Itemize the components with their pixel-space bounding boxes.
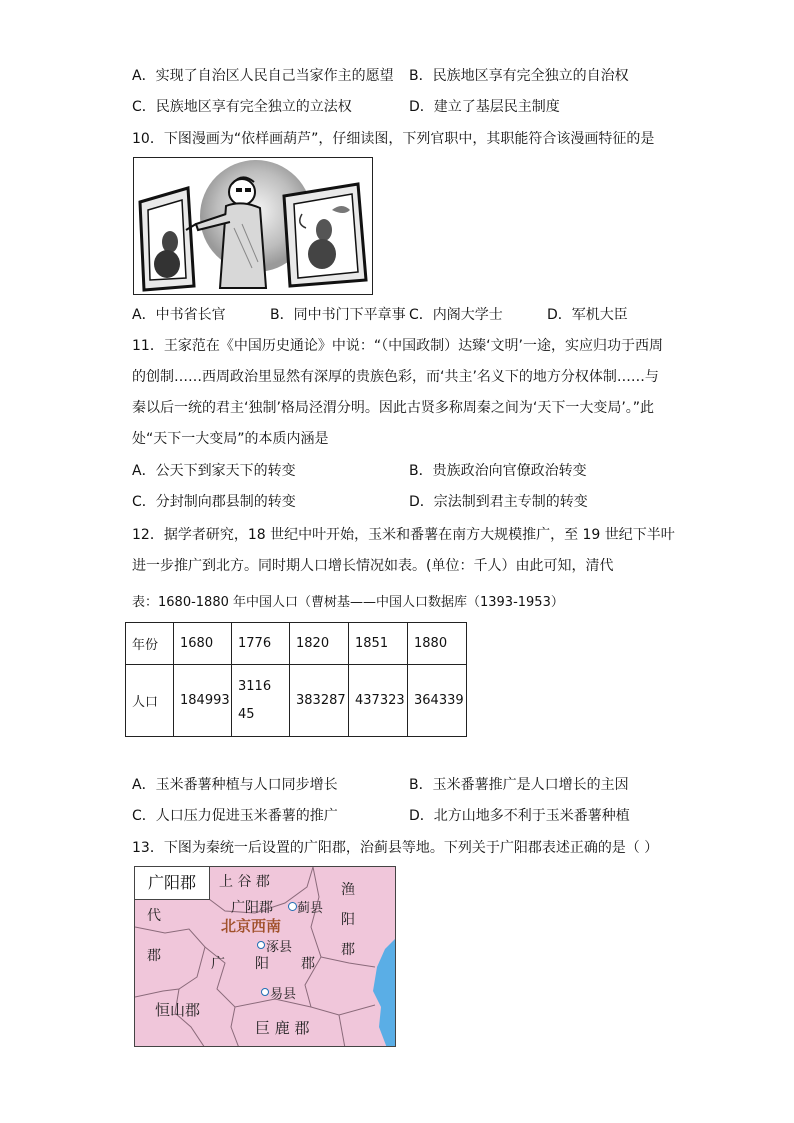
row-header-year: 年份 <box>126 623 174 665</box>
label-yixian: 易县 <box>270 987 297 1002</box>
label-jun-left: 郡 <box>147 948 161 964</box>
label-yang2: 阳 <box>255 956 269 972</box>
q11-option-b: B．贵族政治向官僚政治转变 <box>409 463 587 479</box>
population-cell: 311645 <box>232 665 290 737</box>
gourd-painting-illustration <box>134 158 373 295</box>
label-guangyang-small: 广阳郡 <box>231 900 273 916</box>
label-yu: 渔 <box>341 882 355 898</box>
label-jun-mid: 郡 <box>301 956 315 972</box>
boundary-line <box>231 1007 239 1047</box>
label-dai: 代 <box>147 908 161 924</box>
boundary-line <box>305 867 321 1007</box>
q12-stem-line-1: 12．据学者研究，18 世纪中叶开始，玉米和番薯在南方大规模推广，至 19 世纪下半叶 <box>132 527 675 543</box>
label-zhuoxian: 涿县 <box>266 940 293 955</box>
q12-option-c: C．人口压力促进玉米番薯的推广 <box>132 808 338 824</box>
label-hengshan: 恒山郡 <box>155 1001 201 1019</box>
label-jun-right: 郡 <box>341 942 355 958</box>
q13-stem: 13．下图为秦统一后设置的广阳郡，治蓟县等地。下列关于广阳郡表述正确的是（ ） <box>132 840 659 856</box>
q11-option-c: C．分封制向郡县制的转变 <box>132 494 296 510</box>
population-cell: 364339 <box>408 665 467 737</box>
label-guang: 广 <box>211 956 225 972</box>
population-cell: 383287 <box>290 665 349 737</box>
q9-option-b: B．民族地区享有完全独立的自治权 <box>409 68 629 84</box>
q11-stem-line-2: 的创制……西周政治里显然有深厚的贵族色彩，而‘共主’名义下的地方分权体制……与 <box>132 369 659 385</box>
sea-area <box>373 937 396 1047</box>
boundary-line <box>339 1015 345 1047</box>
population-cell: 437323 <box>349 665 408 737</box>
q11-option-d: D．宗法制到君主专制的转变 <box>409 494 588 510</box>
year-cell: 1680 <box>174 623 232 665</box>
q12-option-d: D．北方山地多不利于玉米番薯种植 <box>409 808 630 824</box>
label-yang: 阳 <box>341 912 355 928</box>
q11-stem-line-1: 11．王家范在《中国历史通论》中说：“（中国政制）达臻‘文明’一途，实应归功于西周 <box>132 338 663 354</box>
q9-option-d: D．建立了基层民主制度 <box>409 99 560 115</box>
label-beijing-southwest: 北京西南 <box>221 917 282 935</box>
population-cell: 184993 <box>174 665 232 737</box>
q10-stem: 10．下图漫画为“依样画葫芦”，仔细读图，下列官职中，其职能符合该漫画特征的是 <box>132 131 655 147</box>
table-caption: 表：1680-1880 年中国人口（曹树基——中国人口数据库（1393-1953） <box>132 595 564 610</box>
q12-option-a: A．玉米番薯种植与人口同步增长 <box>132 777 338 793</box>
city-marker-icon <box>288 902 297 911</box>
q10-option-b: B．同中书门下平章事 <box>270 307 406 323</box>
table-row <box>126 623 467 665</box>
q10-option-c: C．内阁大学士 <box>409 307 503 323</box>
label-julu: 巨 鹿 郡 <box>255 1019 310 1037</box>
year-cell: 1820 <box>290 623 349 665</box>
table-row <box>126 665 467 737</box>
cartoon-image <box>133 157 373 295</box>
population-table <box>125 622 467 737</box>
row-header-population: 人口 <box>126 665 174 737</box>
city-marker-icon <box>261 988 269 996</box>
map-title: 广阳郡 <box>135 867 210 900</box>
q11-option-a: A．公天下到家天下的转变 <box>132 463 296 479</box>
year-cell: 1851 <box>349 623 408 665</box>
year-cell: 1880 <box>408 623 467 665</box>
q12-stem-line-2: 进一步推广到北方。同时期人口增长情况如表。(单位：千人）由此可知，清代 <box>132 558 614 574</box>
q9-option-a: A．实现了自治区人民自己当家作主的愿望 <box>132 68 394 84</box>
q9-option-c: C．民族地区享有完全独立的立法权 <box>132 99 352 115</box>
q10-option-a: A．中书省长官 <box>132 307 226 323</box>
boundary-line <box>135 927 205 997</box>
q12-option-b: B．玉米番薯推广是人口增长的主因 <box>409 777 629 793</box>
label-shanggu: 上 谷 郡 <box>219 874 270 890</box>
q11-stem-line-4: 处“天下一大变局”的本质内涵是 <box>132 431 329 447</box>
label-jixian: 蓟县 <box>297 901 324 916</box>
year-cell: 1776 <box>232 623 290 665</box>
q10-option-d: D．军机大臣 <box>547 307 628 323</box>
city-marker-icon <box>257 941 265 949</box>
q11-stem-line-3: 秦以后一统的君主‘独制’格局泾渭分明。因此古贤多称周秦之间为‘天下一大变局’。”此 <box>132 400 655 416</box>
guangyang-map <box>134 866 396 1047</box>
